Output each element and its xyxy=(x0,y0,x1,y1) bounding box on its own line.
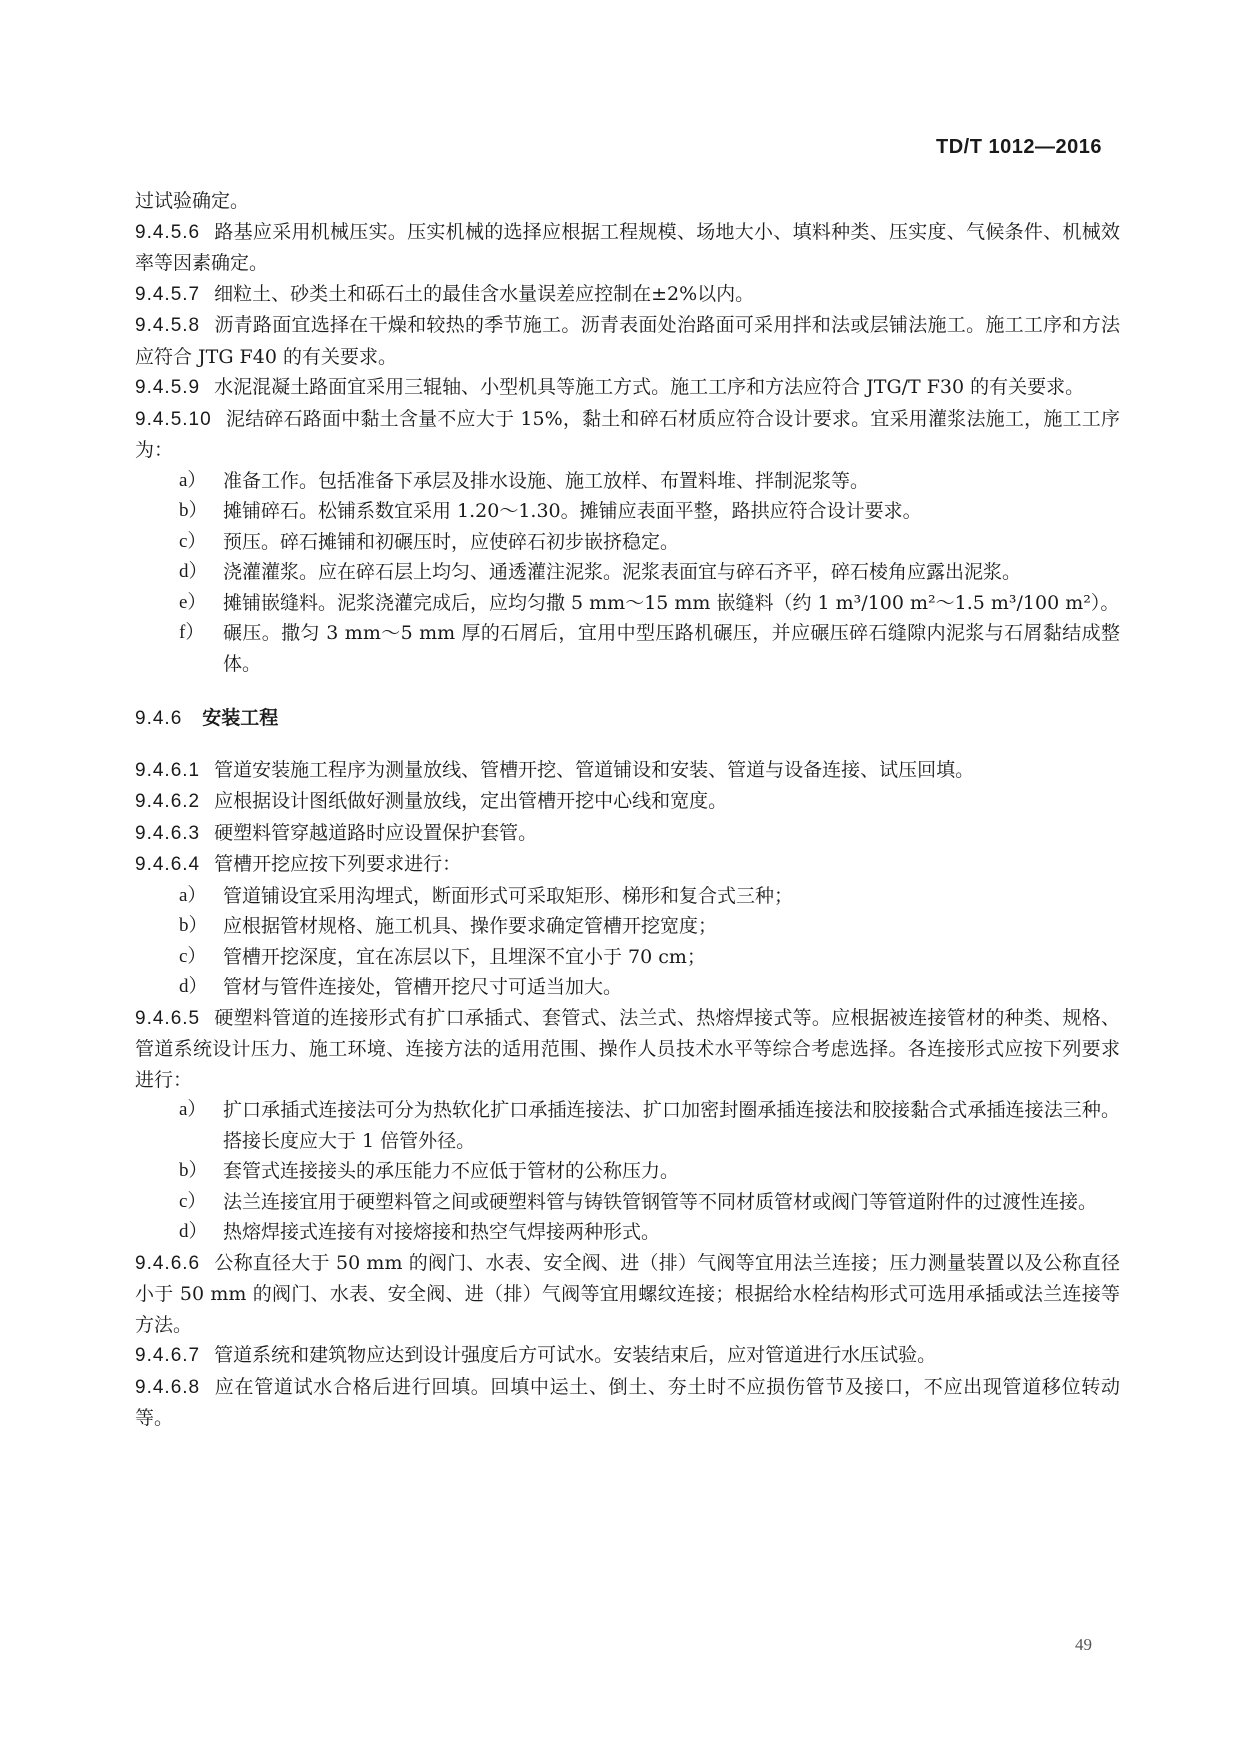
section-number: 9.4.6 xyxy=(135,708,183,729)
list-item xyxy=(135,1095,1120,1156)
clause-9-4-6-6 xyxy=(135,1248,1120,1341)
clause-text: 应在管道试水合格后进行回填。回填中运土、倒土、夯土时不应损伤管节及接口，不应出现管道移位转动等。 xyxy=(135,1375,1120,1429)
section-heading xyxy=(135,703,1120,735)
list-label: c） xyxy=(179,1190,207,1212)
list-label: d） xyxy=(179,561,208,582)
list-item xyxy=(135,911,1120,942)
list-item xyxy=(135,972,1120,1003)
clause-number: 9.4.6.1 xyxy=(135,759,201,781)
clause-9-4-5-8 xyxy=(135,310,1120,372)
clause-9-4-5-6 xyxy=(135,217,1120,279)
clause-text: 沥青路面宜选择在干燥和较热的季节施工。沥青表面处治路面可采用拌和法或层铺法施工。施工工序和方法应符合 JTG F40 的有关要求。 xyxy=(135,314,1120,368)
list-text: 碾压。撒匀 3 mm～5 mm 厚的石屑后，宜用中型压路机碾压，并应碾压碎石缝隙内泥浆与石屑黏结成整体。 xyxy=(223,622,1120,675)
list-item xyxy=(135,1187,1120,1218)
section-title: 安装工程 xyxy=(202,707,279,729)
clause-9-4-5-7 xyxy=(135,279,1120,311)
document-body xyxy=(135,186,1120,1434)
clause-number: 9.4.5.9 xyxy=(135,377,201,398)
clause-9-4-6-4 xyxy=(135,849,1120,881)
list-text: 准备工作。包括准备下承层及排水设施、施工放样、布置料堆、拌制泥浆等。 xyxy=(223,469,870,492)
clause-text: 管槽开挖应按下列要求进行： xyxy=(214,853,462,875)
list-text: 摊铺碎石。松铺系数宜采用 1.20～1.30。摊铺应表面平整，路拱应符合设计要求。 xyxy=(223,500,922,522)
list-label: b） xyxy=(179,915,208,936)
clause-number: 9.4.6.3 xyxy=(135,822,201,844)
clause-9-4-6-3 xyxy=(135,818,1120,850)
clause-number: 9.4.6.2 xyxy=(135,791,201,812)
list-text: 管槽开挖深度，宜在冻层以下，且埋深不宜小于 70 cm； xyxy=(223,945,706,968)
clause-text: 应根据设计图纸做好测量放线，定出管槽开挖中心线和宽度。 xyxy=(214,790,728,812)
clause-9-4-6-7 xyxy=(135,1340,1120,1372)
clause-text: 细粒土、砂类土和砾石土的最佳含水量误差应控制在±2%以内。 xyxy=(214,282,755,305)
clause-number: 9.4.6.5 xyxy=(135,1007,201,1029)
clause-number: 9.4.6.8 xyxy=(135,1376,201,1398)
list-item xyxy=(135,496,1120,527)
list-text: 管道铺设宜采用沟埋式，断面形式可采取矩形、梯形和复合式三种； xyxy=(223,884,794,907)
list-label: a） xyxy=(179,469,207,491)
list-text: 管材与管件连接处，管槽开挖尺寸可适当加大。 xyxy=(223,976,623,998)
list-item xyxy=(135,466,1120,497)
list-label: a） xyxy=(179,884,207,906)
list-label: a） xyxy=(179,1099,207,1120)
clause-text: 水泥混凝土路面宜采用三辊轴、小型机具等施工方式。施工工序和方法应符合 JTG/T F30 的有关要求。 xyxy=(214,376,1085,398)
clause-text: 泥结碎石路面中黏土含量不应大于 15%，黏土和碎石材质应符合设计要求。宜采用灌浆法施工，施工工序为： xyxy=(135,407,1120,461)
list-label: b） xyxy=(179,1160,208,1181)
list-text: 摊铺嵌缝料。泥浆浇灌完成后，应均匀撒 5 mm～15 mm 嵌缝料（约 1 m³/100 m²～1.5 m³/100 m²）。 xyxy=(223,591,1120,614)
clause-text: 硬塑料管穿越道路时应设置保护套管。 xyxy=(214,821,538,844)
clause-9-4-5-9 xyxy=(135,372,1120,404)
page-number: 49 xyxy=(1075,1635,1092,1654)
clause-number: 9.4.6.7 xyxy=(135,1345,201,1366)
clause-9-4-5-10 xyxy=(135,404,1120,466)
clause-9-4-6-5 xyxy=(135,1003,1120,1096)
list-label: c） xyxy=(179,945,207,967)
list-item xyxy=(135,557,1120,588)
list-text: 热熔焊接式连接有对接熔接和热空气焊接两种形式。 xyxy=(223,1221,661,1243)
clause-text: 管道安装施工程序为测量放线、管槽开挖、管道铺设和安装、管道与设备连接、试压回填。 xyxy=(214,758,975,781)
list-label: f） xyxy=(179,622,205,643)
clause-number: 9.4.6.4 xyxy=(135,854,201,875)
list-label: b） xyxy=(179,500,208,521)
list-label: e） xyxy=(179,591,207,613)
clause-number: 9.4.5.8 xyxy=(135,315,201,336)
clause-text: 公称直径大于 50 mm 的阀门、水表、安全阀、进（排）气阀等宜用法兰连接；压力测量装置以及公称直径小于 50 mm 的阀门、水表、安全阀、进（排）气阀等宜用螺纹连接；根据给水栓结构形式可选用承插或法兰连接等方法。 xyxy=(135,1251,1120,1336)
clause-9-4-6-8 xyxy=(135,1372,1120,1434)
list-item xyxy=(135,588,1120,619)
list-item xyxy=(135,881,1120,912)
clause-text: 硬塑料管道的连接形式有扩口承插式、套管式、法兰式、热熔焊接式等。应根据被连接管材的种类、规格、管道系统设计压力、施工环境、连接方法的适用范围、操作人员技术水平等综合考虑选择。各连接形式应按下列要求进行： xyxy=(135,1006,1120,1091)
list-text: 预压。碎石摊铺和初碾压时，应使碎石初步嵌挤稳定。 xyxy=(223,530,680,553)
list-item xyxy=(135,527,1120,558)
clause-text: 管道系统和建筑物应达到设计强度后方可试水。安装结束后，应对管道进行水压试验。 xyxy=(214,1344,937,1366)
clause-number: 9.4.5.6 xyxy=(135,221,201,243)
list-label: d） xyxy=(179,976,208,997)
list-item xyxy=(135,618,1120,679)
clause-number: 9.4.5.7 xyxy=(135,283,201,305)
list-label: d） xyxy=(179,1221,208,1242)
list-text: 浇灌灌浆。应在碎石层上均匀、通透灌注泥浆。泥浆表面宜与碎石齐平，碎石棱角应露出泥浆。 xyxy=(223,561,1022,583)
clause-9-4-6-1 xyxy=(135,755,1120,787)
clause-number: 9.4.5.10 xyxy=(135,408,212,430)
list-item xyxy=(135,1156,1120,1187)
list-item xyxy=(135,942,1120,973)
list-text: 法兰连接宜用于硬塑料管之间或硬塑料管与铸铁管钢管等不同材质管材或阀门等管道附件的过渡性连接。 xyxy=(223,1190,1098,1213)
list-text: 应根据管材规格、施工机具、操作要求确定管槽开挖宽度； xyxy=(223,915,718,937)
list-item xyxy=(135,1217,1120,1248)
list-label: c） xyxy=(179,530,207,552)
clause-9-4-6-2 xyxy=(135,786,1120,818)
list-text: 套管式连接接头的承压能力不应低于管材的公称压力。 xyxy=(223,1160,680,1182)
list-text: 扩口承插式连接法可分为热软化扩口承插连接法、扩口加密封圈承插连接法和胶接黏合式承插连接法三种。搭接长度应大于 1 倍管外径。 xyxy=(223,1099,1120,1152)
paragraph-continuation: 过试验确定。 xyxy=(135,190,250,212)
clause-text: 路基应采用机械压实。压实机械的选择应根据工程规模、场地大小、填料种类、压实度、气候条件、机械效率等因素确定。 xyxy=(135,220,1120,274)
standard-code: TD/T 1012—2016 xyxy=(936,136,1102,158)
clause-number: 9.4.6.6 xyxy=(135,1252,201,1274)
